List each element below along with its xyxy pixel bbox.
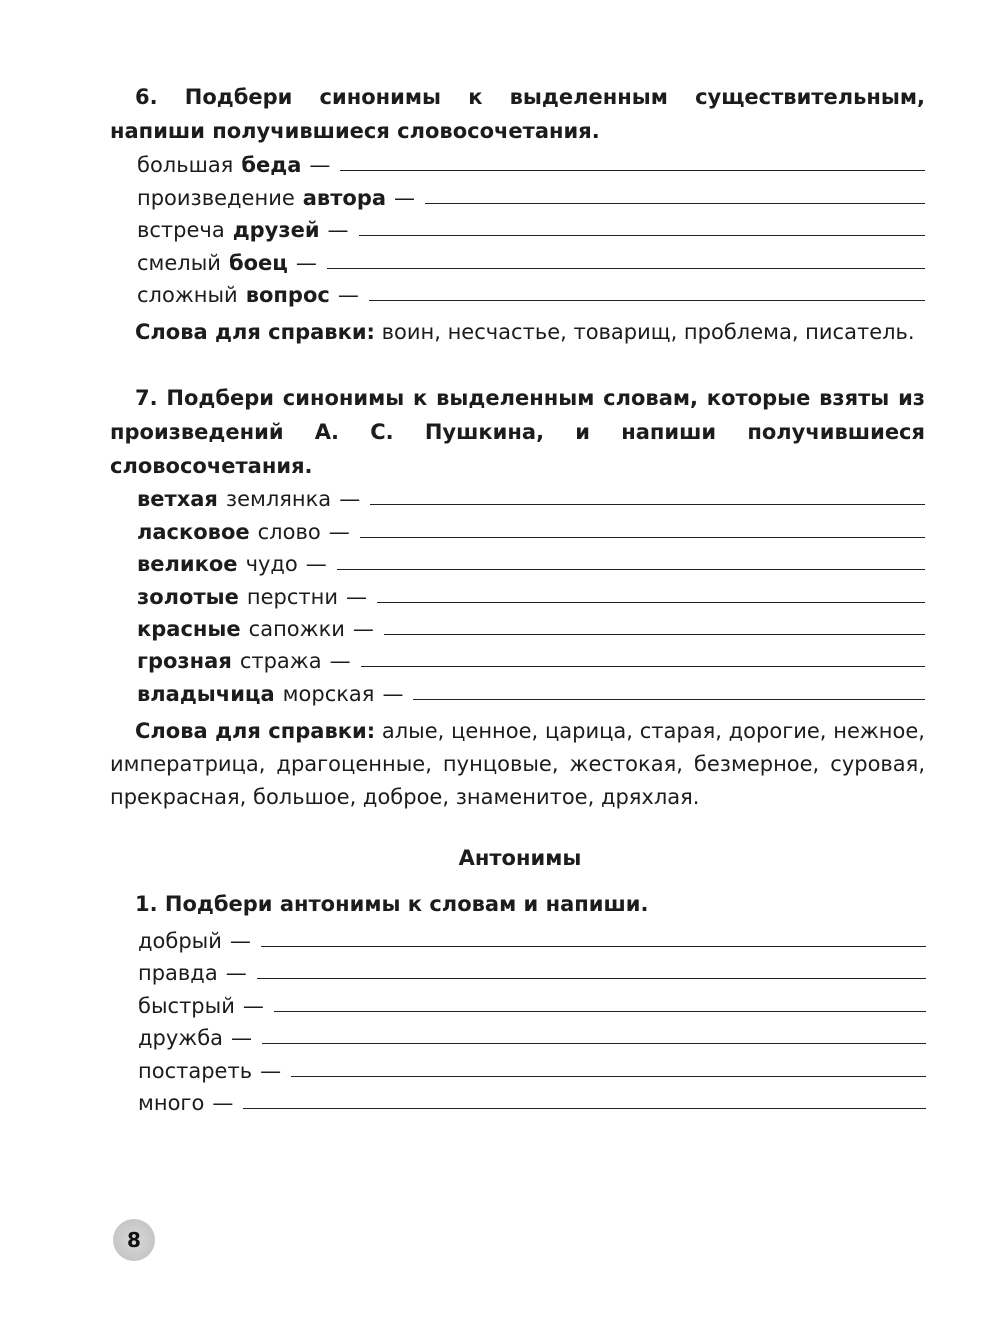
- task7-row: ветхая землянка —: [137, 479, 925, 511]
- task7-row: ласковое слово —: [137, 512, 925, 544]
- task6-title: 6. Подбери синонимы к выделенным существительным, напиши получившиеся словосочетания.: [110, 85, 925, 143]
- answer-line[interactable]: [359, 234, 925, 236]
- answer-line[interactable]: [361, 665, 925, 667]
- task7-row: владычица морская —: [137, 674, 925, 706]
- answer-line[interactable]: [274, 1010, 926, 1012]
- task7-row: великое чудо —: [137, 544, 925, 576]
- task7-row: грозная стража —: [137, 641, 925, 673]
- task6-reference: Слова для справки: воин, несчастье, товарищ, проблема, писатель.: [135, 320, 915, 344]
- answer-line[interactable]: [413, 698, 925, 700]
- task6-row: смелый боец —: [137, 243, 925, 275]
- answer-line[interactable]: [384, 633, 925, 635]
- task7-title: 7. Подбери синонимы к выделенным словам, которые взяты из произведений А. С. Пушкина, и напиши получившиеся словосочетания.: [110, 386, 925, 478]
- answer-line[interactable]: [291, 1075, 926, 1077]
- antonym-row: быстрый —: [138, 986, 926, 1018]
- answer-line[interactable]: [261, 945, 926, 947]
- answer-line[interactable]: [360, 536, 925, 538]
- antonym-row: правда —: [138, 953, 926, 985]
- task7-reference: Слова для справки: алые, ценное, царица, старая, дорогие, нежное, императрица, драгоценные, пунцовые, жестокая, безмерное, суровая, прекрасная, большое, доброе, знаменитое, дряхлая.: [110, 719, 925, 809]
- task6-row: встреча друзей —: [137, 210, 925, 242]
- task7-row: красные сапожки —: [137, 609, 925, 641]
- section-heading: Антонимы: [458, 846, 582, 870]
- answer-line[interactable]: [327, 267, 925, 269]
- answer-line[interactable]: [340, 169, 925, 171]
- answer-line[interactable]: [369, 299, 925, 301]
- antonym-row: много —: [138, 1083, 926, 1115]
- answer-line[interactable]: [262, 1042, 926, 1044]
- antonym-row: постареть —: [138, 1051, 926, 1083]
- page-number: 8: [113, 1219, 155, 1261]
- task6-row: произведение автора —: [137, 178, 925, 210]
- answer-line[interactable]: [257, 977, 926, 979]
- task6-row: большая беда —: [137, 145, 925, 177]
- answer-line[interactable]: [377, 601, 925, 603]
- answer-line[interactable]: [370, 503, 925, 505]
- antonym-row: дружба —: [138, 1018, 926, 1050]
- answer-line[interactable]: [337, 568, 925, 570]
- antonyms-task1-title: 1. Подбери антонимы к словам и напиши.: [135, 892, 649, 916]
- antonym-row: добрый —: [138, 921, 926, 953]
- task6-row: сложный вопрос —: [137, 275, 925, 307]
- answer-line[interactable]: [243, 1107, 926, 1109]
- task7-row: золотые перстни —: [137, 577, 925, 609]
- answer-line[interactable]: [425, 202, 925, 204]
